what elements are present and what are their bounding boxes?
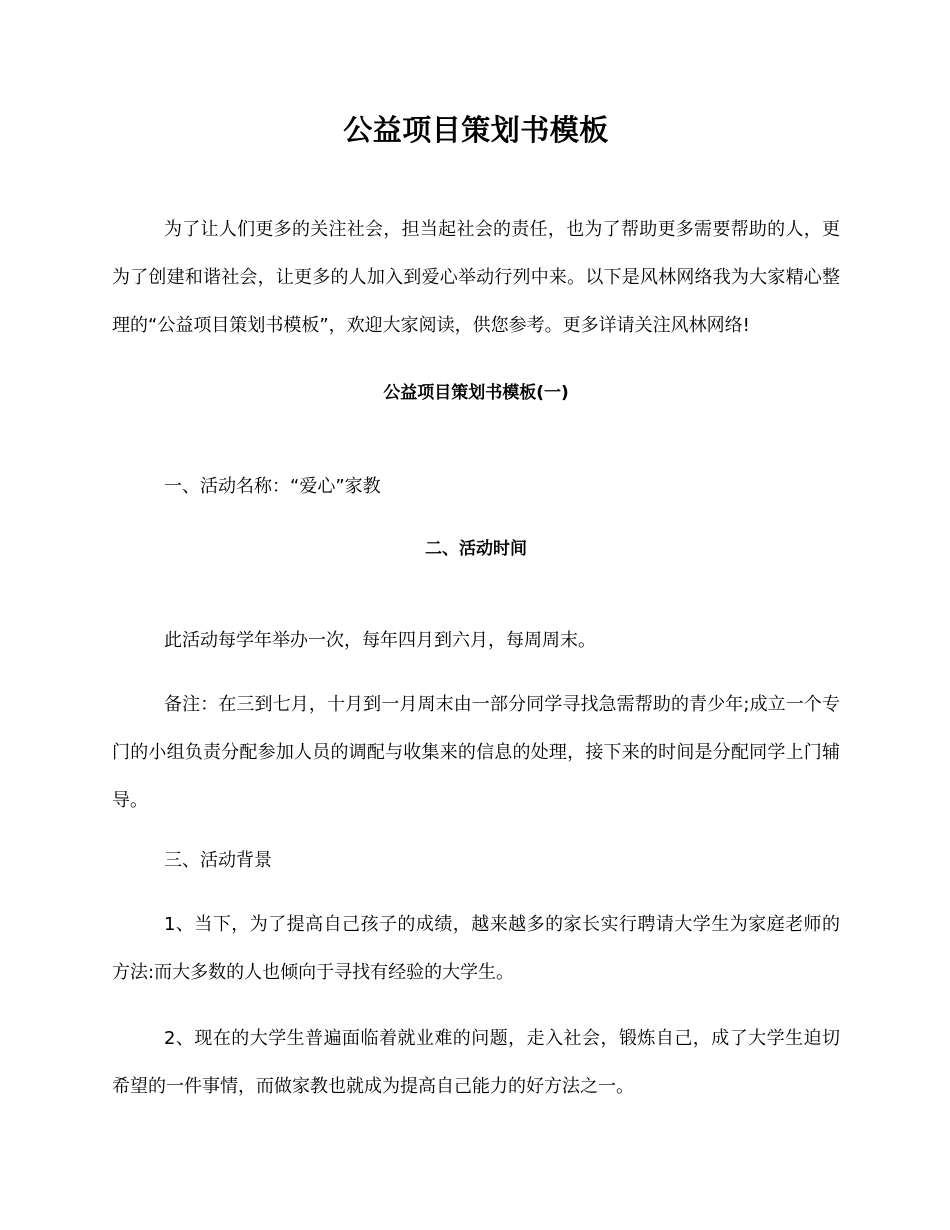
activity-time-paragraph: 此活动每学年举办一次，每年四月到六月，每周周末。 — [164, 630, 596, 651]
background-heading: 三、活动背景 — [164, 850, 272, 871]
activity-name-line: 一、活动名称：“爱心”家教 — [164, 476, 381, 497]
note-paragraph: 备注：在三到七月，十月到一月周末由一部分同学寻找急需帮助的青少年;成立一个专门的小组负责分配参加人员的调配与收集来的信息的处理，接下来的时间是分配同学上门辅导。 — [112, 694, 840, 811]
activity-time-heading: 二、活动时间 — [425, 539, 527, 559]
intro-paragraph: 为了让人们更多的关注社会，担当起社会的责任，也为了帮助更多需要帮助的人，更为了创建和谐社会，让更多的人加入到爱心举动行列中来。以下是风林网络我为大家精心整理的“公益项目策划书模板”，欢迎大家阅读，供您参考。更多详请关注风林网络! — [112, 219, 840, 336]
document-title: 公益项目策划书模板 — [343, 113, 609, 147]
section-title: 公益项目策划书模板(一) — [383, 383, 569, 403]
background-paragraph-2: 2、现在的大学生普遍面临着就业难的问题，走入社会，锻炼自己，成了大学生迫切希望的一件事情，而做家教也就成为提高自己能力的好方法之一。 — [112, 1028, 840, 1097]
background-paragraph-1: 1、当下，为了提高自己孩子的成绩，越来越多的家长实行聘请大学生为家庭老师的方法:而大多数的人也倾向于寻找有经验的大学生。 — [112, 914, 840, 983]
